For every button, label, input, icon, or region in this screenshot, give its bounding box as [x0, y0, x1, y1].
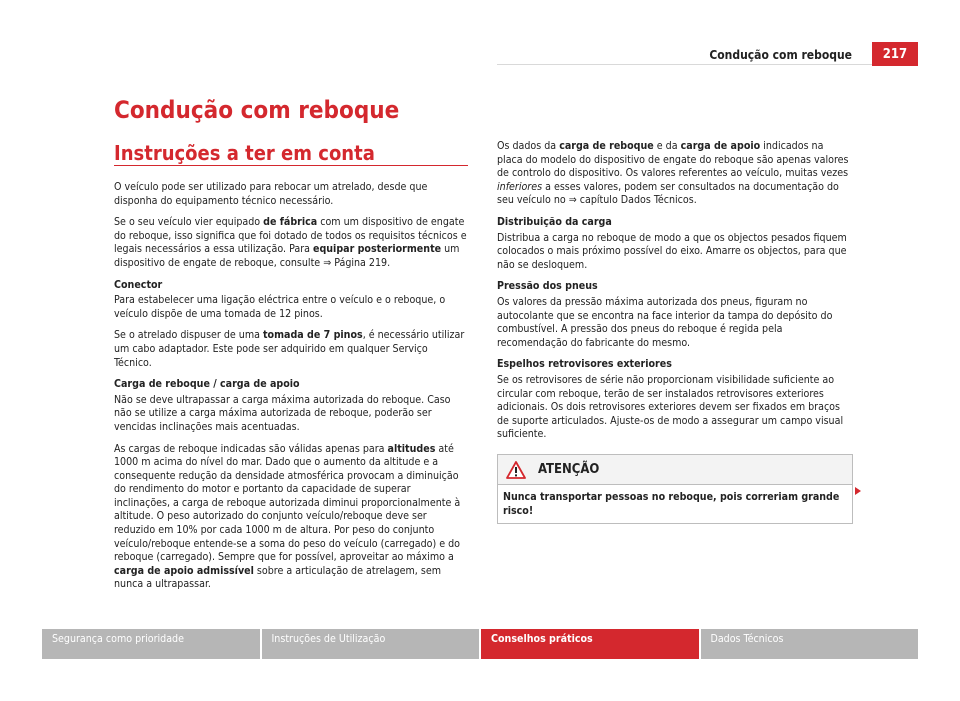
- footer-tab-technical-data[interactable]: Dados Técnicos: [701, 629, 919, 659]
- mirrors-paragraph: [497, 374, 852, 442]
- chapter-reference-link[interactable]: a esses valores, podem ser consultados na documentação do seu veículo no ⇒ capítulo Dados Técnicos.: [497, 180, 839, 207]
- continue-arrow-icon: [855, 487, 861, 495]
- text-run: Se os retrovisores de série não proporcionam visibilidade suficiente ao circular com reboque, terão de ser instalados retrovisores exteriores adicionais. Os dois retrovisores exteriores devem ser fixados em braços de suporte articulados. Ajuste-os de modo a assegurar um campo visual suficiente.: [497, 373, 844, 441]
- distribution-paragraph: [497, 232, 852, 273]
- right-text-column: [497, 140, 852, 450]
- footer-section-nav: [42, 629, 918, 659]
- tyre-pressure-paragraph: [497, 296, 852, 350]
- footer-tab-practical-tips[interactable]: Conselhos práticos: [481, 629, 699, 659]
- emphasis-trailer-load: carga de reboque: [559, 140, 654, 152]
- intro-text: O veículo pode ser utilizado para rebocar um atrelado, desde que disponha do equipamento técnico necessário.: [114, 181, 428, 207]
- text-run: Os valores da pressão máxima autorizada dos pneus, figuram no autocolante que se encontra na face interior da tampa do depósito do combustível. A pressão dos pneus do reboque é regida pela recomendação do fabricante do mesmo.: [497, 295, 833, 349]
- warning-label: ATENÇÃO: [538, 462, 600, 477]
- data-plate-paragraph: [497, 140, 852, 208]
- factory-equipment-paragraph: [114, 216, 468, 270]
- heading-trailer-load: Carga de reboque / carga de apoio: [114, 378, 300, 391]
- text-run: , é necessário utilizar um cabo adaptador. Este pode ser adquirido em qualquer Serviço Técnico.: [114, 329, 465, 369]
- text-run: Para estabelecer uma ligação eléctrica entre o veículo e o reboque, o veículo dispõe de uma tomada de 12 pinos.: [114, 294, 446, 320]
- warning-text: Nunca transportar pessoas no reboque, pois correriam grande risco!: [503, 491, 840, 517]
- emphasis-altitudes: altitudes: [387, 442, 436, 455]
- text-run: Os dados da: [497, 140, 560, 152]
- text-run: até 1000 m acima do nível do mar. Dado que o aumento da altitude e a consequente redução da densidade atmosférica provocam a diminuição do rendimento do motor e portanto da capacidade de superar inclinações, a carga de reboque autorizada diminui proporcionalmente à altitude. O peso autorizado do conjunto veículo/reboque deve ser reduzido em 10% por cada 1000 m de altura. Por peso do conjunto veículo/reboque entende-se a soma do peso do veículo (carregado) e do reboque (carregado). Sempre que for possível, aproveitar ao máximo a: [114, 442, 461, 564]
- emphasis-support-load: carga de apoio: [680, 140, 761, 152]
- max-load-paragraph: [114, 394, 468, 435]
- text-run: Se o atrelado dispuser de uma: [114, 329, 263, 342]
- page-reference-link[interactable]: um dispositivo de engate de reboque, consulte ⇒ Página 219.: [114, 243, 460, 269]
- heading-mirrors: Espelhos retrovisores exteriores: [497, 358, 672, 371]
- heading-tyre-pressure: Pressão dos pneus: [497, 280, 598, 293]
- footer-tab-safety[interactable]: Segurança como prioridade: [42, 629, 260, 659]
- section-title: Instruções a ter em conta: [114, 141, 375, 165]
- text-run: Não se deve ultrapassar a carga máxima autorizada do reboque. Caso não se utilize a carga máxima autorizada de reboque, poderão ser vencidas inclinações mais acentuadas.: [114, 393, 451, 433]
- adapter-paragraph: [114, 329, 468, 370]
- page-number-badge: 217: [872, 42, 918, 66]
- warning-header: [498, 455, 852, 485]
- text-run: e da: [653, 140, 681, 152]
- chapter-title: Condução com reboque: [114, 96, 400, 124]
- text-run: indicados na placa do modelo do dispositivo de engate do reboque são apenas valores de controlo do dispositivo. Os valores referentes ao veículo, muitas vezes: [497, 140, 849, 180]
- section-title-underline: [114, 165, 468, 166]
- text-run: com um dispositivo de engate do reboque, isso significa que foi dotado de todos os requisitos técnicos e legais necessários a essa utilização. Para: [114, 216, 467, 256]
- text-run: As cargas de reboque indicadas são válidas apenas para: [114, 442, 388, 455]
- warning-box: [497, 454, 853, 524]
- header-divider: [497, 64, 918, 65]
- heading-load-distribution: Distribuição da carga: [497, 215, 612, 228]
- footer-tab-operating-instructions[interactable]: Instruções de Utilização: [262, 629, 480, 659]
- altitude-paragraph: [114, 443, 468, 593]
- warning-triangle-icon: [506, 461, 526, 479]
- connector-paragraph: [114, 294, 468, 321]
- emphasis-retrofit: equipar posteriormente: [312, 243, 442, 256]
- left-text-column: [114, 181, 468, 600]
- emphasis-7-pin: tomada de 7 pinos: [263, 329, 363, 342]
- running-header-title: Condução com reboque: [709, 48, 852, 62]
- emphasis-support-load: carga de apoio admissível: [114, 564, 254, 577]
- text-run: Distribua a carga no reboque de modo a que os objectos pesados fiquem colocados o mais próximo possível do eixo. Amarre os objectos, para que não se desloquem.: [497, 231, 847, 271]
- intro-paragraph: [114, 181, 468, 208]
- heading-connector: Conector: [114, 278, 163, 291]
- text-run: sobre a articulação de atrelagem, sem nunca a ultrapassar.: [114, 564, 441, 591]
- emphasis-lower: inferiores: [497, 180, 543, 193]
- text-run: Se o seu veículo vier equipado: [114, 216, 264, 229]
- emphasis-factory: de fábrica: [263, 216, 318, 229]
